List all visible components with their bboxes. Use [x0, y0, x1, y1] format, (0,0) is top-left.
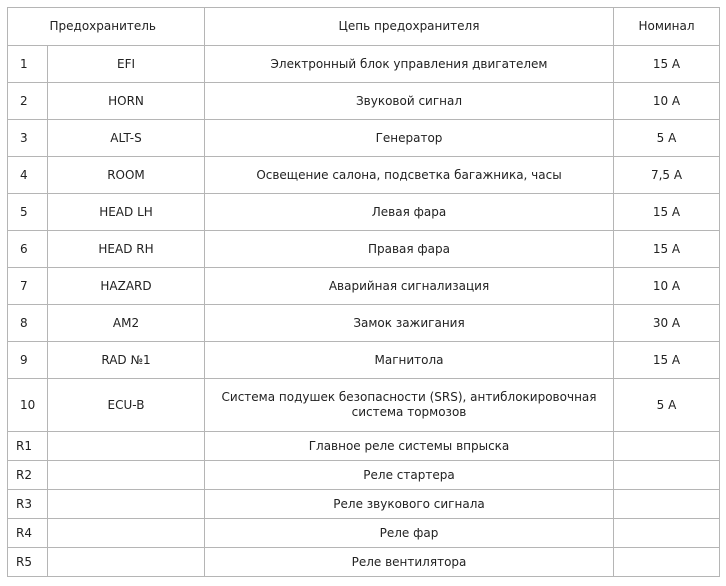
fuse-name: [48, 461, 205, 490]
fuse-circuit: Правая фара: [205, 231, 614, 268]
relay-row: [8, 461, 720, 490]
relay-row: [8, 548, 720, 577]
header-fuse: Предохранитель: [8, 8, 205, 46]
relay-circuit: Реле звукового сигнала: [205, 490, 614, 519]
fuse-circuit: Генератор: [205, 120, 614, 157]
fuse-rating: 10 А: [614, 83, 720, 120]
relay-row: [8, 432, 720, 461]
fuse-rating: [614, 461, 720, 490]
relay-number: R1: [8, 432, 48, 461]
row-number: 5: [8, 194, 48, 231]
fuse-circuit: Электронный блок управления двигателем: [205, 46, 614, 83]
table-row: [8, 46, 720, 83]
fuse-circuit: Левая фара: [205, 194, 614, 231]
fuse-rating: 7,5 А: [614, 157, 720, 194]
relay-circuit: Реле фар: [205, 519, 614, 548]
row-number: 3: [8, 120, 48, 157]
header-rating: Номинал: [614, 8, 720, 46]
fuse-rating: 15 А: [614, 46, 720, 83]
fuse-circuit: Магнитола: [205, 342, 614, 379]
fuse-rating: [614, 519, 720, 548]
relay-number: R4: [8, 519, 48, 548]
fuse-circuit: Освещение салона, подсветка багажника, часы: [205, 157, 614, 194]
relay-circuit: Главное реле системы впрыска: [205, 432, 614, 461]
fuse-rating: [614, 490, 720, 519]
table-row: [8, 231, 720, 268]
table-body: [8, 46, 720, 577]
fuse-name: HORN: [48, 83, 205, 120]
fuse-name: [48, 432, 205, 461]
fuse-rating: 15 А: [614, 342, 720, 379]
relay-row: [8, 519, 720, 548]
fuse-name: HAZARD: [48, 268, 205, 305]
fuse-table-container: [7, 7, 719, 577]
fuse-name: [48, 548, 205, 577]
fuse-name: EFI: [48, 46, 205, 83]
table-row: [8, 268, 720, 305]
fuse-name: ALT-S: [48, 120, 205, 157]
fuse-circuit: Система подушек безопасности (SRS), антиблокировочная система тормозов: [205, 379, 614, 432]
table-row: [8, 120, 720, 157]
fuse-name: HEAD RH: [48, 231, 205, 268]
fuse-rating: 15 А: [614, 194, 720, 231]
fuse-circuit: Замок зажигания: [205, 305, 614, 342]
table-row: [8, 194, 720, 231]
table-row: [8, 342, 720, 379]
fuse-name: HEAD LH: [48, 194, 205, 231]
relay-circuit: Реле вентилятора: [205, 548, 614, 577]
row-number: 4: [8, 157, 48, 194]
fuse-name: ECU-B: [48, 379, 205, 432]
table-row: [8, 157, 720, 194]
table-row: [8, 83, 720, 120]
relay-number: R2: [8, 461, 48, 490]
fuse-rating: 10 А: [614, 268, 720, 305]
table-row: [8, 379, 720, 432]
fuse-name: AM2: [48, 305, 205, 342]
fuse-circuit: Аварийная сигнализация: [205, 268, 614, 305]
fuse-rating: 5 А: [614, 379, 720, 432]
row-number: 10: [8, 379, 48, 432]
fuse-rating: [614, 548, 720, 577]
fuse-rating: 15 А: [614, 231, 720, 268]
header-circuit: Цепь предохранителя: [205, 8, 614, 46]
fuse-name: RAD №1: [48, 342, 205, 379]
fuse-rating: 5 А: [614, 120, 720, 157]
fuse-table: [7, 7, 720, 577]
fuse-name: ROOM: [48, 157, 205, 194]
row-number: 2: [8, 83, 48, 120]
table-header-row: [8, 8, 720, 46]
row-number: 6: [8, 231, 48, 268]
relay-circuit: Реле стартера: [205, 461, 614, 490]
fuse-name: [48, 519, 205, 548]
fuse-rating: [614, 432, 720, 461]
fuse-name: [48, 490, 205, 519]
relay-number: R3: [8, 490, 48, 519]
fuse-rating: 30 А: [614, 305, 720, 342]
relay-row: [8, 490, 720, 519]
row-number: 8: [8, 305, 48, 342]
row-number: 7: [8, 268, 48, 305]
row-number: 1: [8, 46, 48, 83]
relay-number: R5: [8, 548, 48, 577]
table-row: [8, 305, 720, 342]
fuse-circuit: Звуковой сигнал: [205, 83, 614, 120]
row-number: 9: [8, 342, 48, 379]
